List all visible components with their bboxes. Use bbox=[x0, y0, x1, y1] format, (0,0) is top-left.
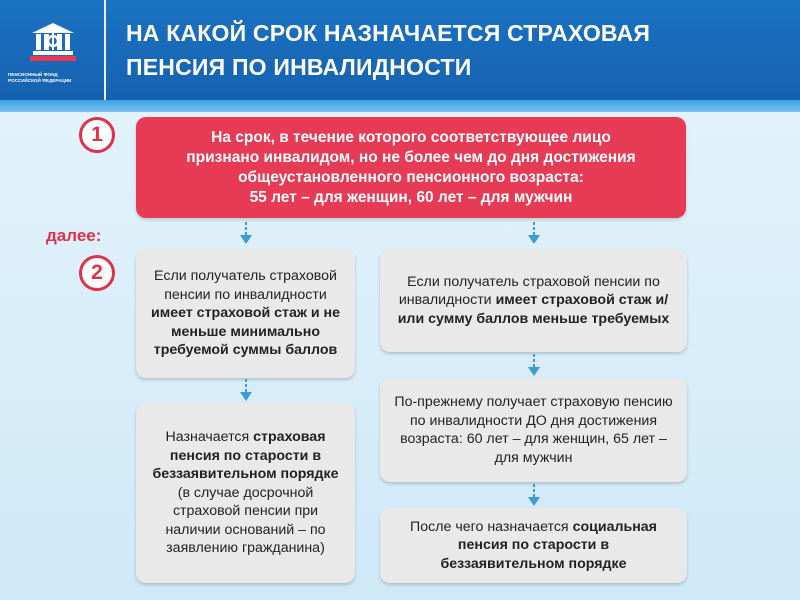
condition-insufficient-plain: Если получатель страховой пенсии по инвалидности bbox=[398, 273, 660, 309]
arrow-down-icon bbox=[239, 379, 253, 403]
term-line4: 55 лет – для женщин, 60 лет – для мужчин bbox=[249, 188, 573, 206]
term-box bbox=[136, 117, 686, 218]
term-line1: На срок, в течение которого соответствующее лицо bbox=[211, 128, 611, 146]
arrow-down-icon bbox=[527, 354, 541, 378]
pfr-logo-icon bbox=[30, 22, 76, 62]
page-title bbox=[126, 16, 786, 84]
condition-sufficient-plain: Если получатель страховой пенсии по инвалидности bbox=[154, 268, 337, 303]
logo bbox=[0, 0, 104, 100]
header-divider bbox=[104, 0, 106, 100]
arrow-down-icon bbox=[239, 222, 253, 246]
condition-sufficient-bold: имеет страховой стаж и не меньше минимально требуемой суммы баллов bbox=[150, 305, 341, 359]
header bbox=[0, 0, 800, 100]
term-line3: общеустановленного пенсионного возраста: bbox=[238, 168, 584, 186]
logo-caption-line1: ПЕНСИОННЫЙ ФОНД bbox=[8, 72, 58, 77]
old-age-pension-box bbox=[136, 403, 355, 583]
condition-insufficient-box bbox=[380, 249, 687, 352]
term-line2: признано инвалидом, но не более чем до дня достижения bbox=[186, 148, 636, 166]
further-label: далее: bbox=[46, 226, 102, 245]
old-age-bold: страховая пенсия по старости в беззаявительном порядке bbox=[152, 429, 339, 483]
social-pension-plain: После чего назначается bbox=[410, 518, 569, 535]
condition-insufficient-bold: имеет страховой стаж и/или сумму баллов меньше требуемых bbox=[397, 292, 670, 327]
continues-disability-text: По-прежнему получает страховую пенсию по инвалидности ДО дня достижения возраста: 60 лет – для женщин, 65 лет – для мужчин bbox=[394, 394, 673, 466]
arrow-down-icon bbox=[527, 222, 541, 246]
arrow-down-icon bbox=[527, 484, 541, 508]
condition-sufficient-box bbox=[136, 249, 355, 378]
old-age-plain-2: (в случае досрочной страховой пенсии при наличии оснований – по заявлению гражданина) bbox=[165, 484, 326, 557]
step-2-badge: 2 bbox=[79, 255, 115, 291]
social-pension-bold: социальная пенсия по старости в беззаявительном порядке bbox=[440, 518, 657, 572]
continues-disability-box bbox=[380, 378, 687, 482]
title-line2: ПЕНСИЯ ПО ИНВАЛИДНОСТИ bbox=[126, 54, 472, 80]
old-age-plain-1: Назначается bbox=[165, 429, 250, 446]
logo-caption-line2: РОССИЙСКОЙ ФЕДЕРАЦИИ bbox=[8, 77, 72, 83]
header-band bbox=[0, 100, 800, 112]
logo-caption bbox=[8, 72, 98, 83]
step-1-badge: 1 bbox=[79, 117, 115, 153]
title-line1: НА КАКОЙ СРОК НАЗНАЧАЕТСЯ СТРАХОВАЯ bbox=[126, 20, 651, 46]
social-pension-box bbox=[380, 508, 687, 583]
